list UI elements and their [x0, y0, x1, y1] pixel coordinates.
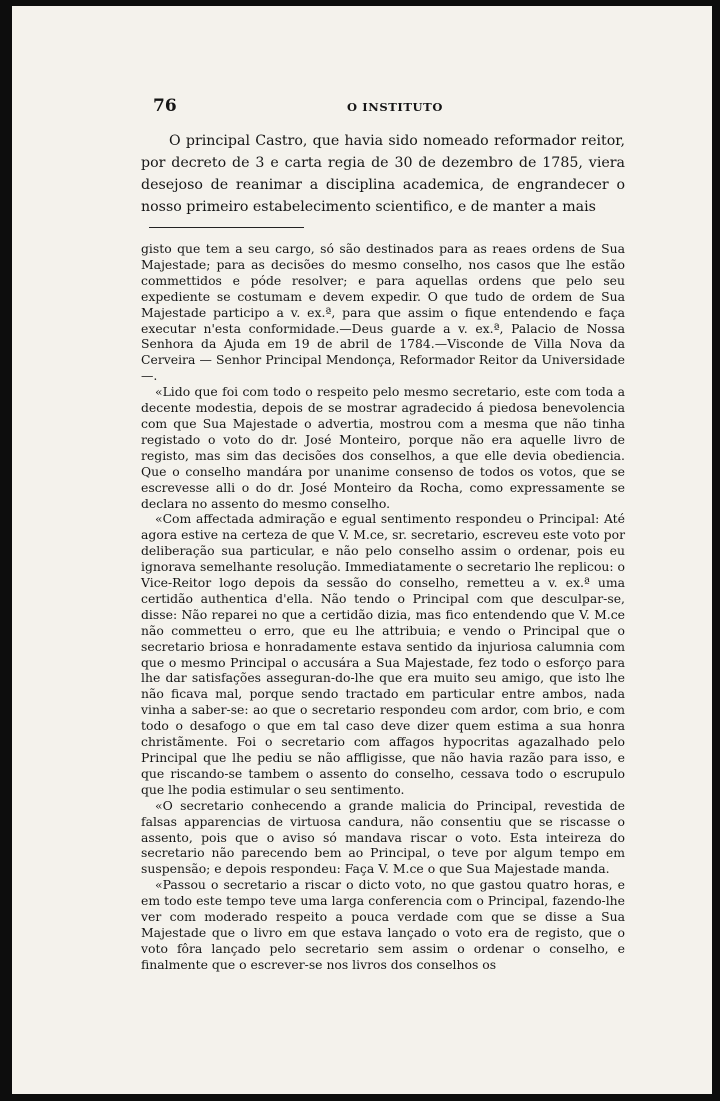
- footnote-paragraph: «Passou o secretario a riscar o dicto voto, no que gastou quatro horas, e em todo este tempo teve uma larga conferencia com o Principal, fazendo-lhe ver com moderado respeito a pouca verdade com que se disse a Sua Majestade que o livro em que estava lançado o voto era de registo, que o voto fôra lançado pelo secretario sem assim o ordenar o conselho, e finalmente que o escrever-se nos livros dos conselhos os: [141, 877, 625, 972]
- footnote-divider: [149, 227, 304, 228]
- footnote-paragraph: gisto que tem a seu cargo, só são destinados para as reaes ordens de Sua Majestade; para as decisões do mesmo conselho, nos casos que lhe estão commettidos e póde resolver; e para aquellas ordens que pelo seu expediente se costumam e devem expedir. O que tudo de ordem de Sua Majestade participo a v. ex.ª, para que assim o fique entendendo e faça executar n'esta conformidade.—Deus guarde a v. ex.ª, Palacio de Nossa Senhora da Ajuda em 19 de abril de 1784.—Visconde de Villa Nova da Cerveira — Senhor Principal Mendonça, Reformador Reitor da Universidade—.: [141, 241, 625, 384]
- main-paragraph: O principal Castro, que havia sido nomeado reformador reitor, por decreto de 3 e carta regia de 30 de dezembro de 1785, viera desejoso de reanimar a disciplina academica, de engrandecer o nosso primeiro estabelecimento scientifico, e de manter a mais: [141, 133, 625, 215]
- footnote-paragraph: «O secretario conhecendo a grande malicia do Principal, revestida de falsas apparencias de virtuosa candura, não consentiu que se riscasse o assento, pois que o aviso só mandava riscar o voto. Esta inteireza do secretario não parecendo bem ao Principal, o teve por algum tempo em suspensão; e depois respondeu: Faça V. M.ce o que Sua Majestade manda.: [141, 797, 625, 877]
- page-number: 76: [153, 96, 177, 116]
- page-header: [153, 96, 637, 116]
- page-body: [141, 130, 625, 973]
- footnote-paragraph: «Lido que foi com todo o respeito pelo mesmo secretario, este com toda a decente modestia, depois de se mostrar agradecido á piedosa benevolencia com que Sua Majestade o advertia, mostrou com a mesma que não tinha registado o voto do dr. José Monteiro, porque não era aquelle livro de registo, mas sim das decisões dos conselhos, a que elle devia obediencia. Que o conselho mandára por unanime consenso de todos os votos, que se escrevesse alli o do dr. José Monteiro da Rocha, como expressamente se declara no assento do mesmo conselho.: [141, 384, 625, 511]
- running-title: O INSTITUTO: [347, 100, 443, 114]
- footnote-block: [141, 241, 625, 973]
- footnote-paragraph: «Com affectada admiração e egual sentimento respondeu o Principal: Até agora estive na certeza de que V. M.ce, sr. secretario, escreveu este voto por deliberação sua particular, e não pelo conselho assim o ordenar, pois eu ignorava semelhante resolução. Immediatamente o secretario lhe replicou: o Vice-Reitor logo depois da sessão do conselho, remetteu a v. ex.ª uma certidão authentica d'ella. Não tendo o Principal com que desculpar-se, disse: Não reparei no que a certidão dizia, mas fico entendendo que V. M.ce não commetteu o erro, que eu lhe attribuia; e vendo o Principal que o secretario briosa e honradamente estava sentido da injuriosa calumnia com que o mesmo Principal o accusára a Sua Majestade, fez todo o esforço para lhe dar satisfações asseguran-do-lhe que era muito seu amigo, que isto lhe não ficava mal, porque sendo tractado em particular entre ambos, nada vinha a saber-se: ao que o secretario respondeu com ardor, com brio, e com todo o desafogo o que em tal caso deve dizer quem estima a sua honra christãmente. Foi o secretario com affagos hypocritas agazalhado pelo Principal que lhe pediu se não affligisse, que não havia razão para isso, e que riscando-se tambem o assento do conselho, cessava todo o escrupulo que lhe podia estimular o seu sentimento.: [141, 511, 625, 797]
